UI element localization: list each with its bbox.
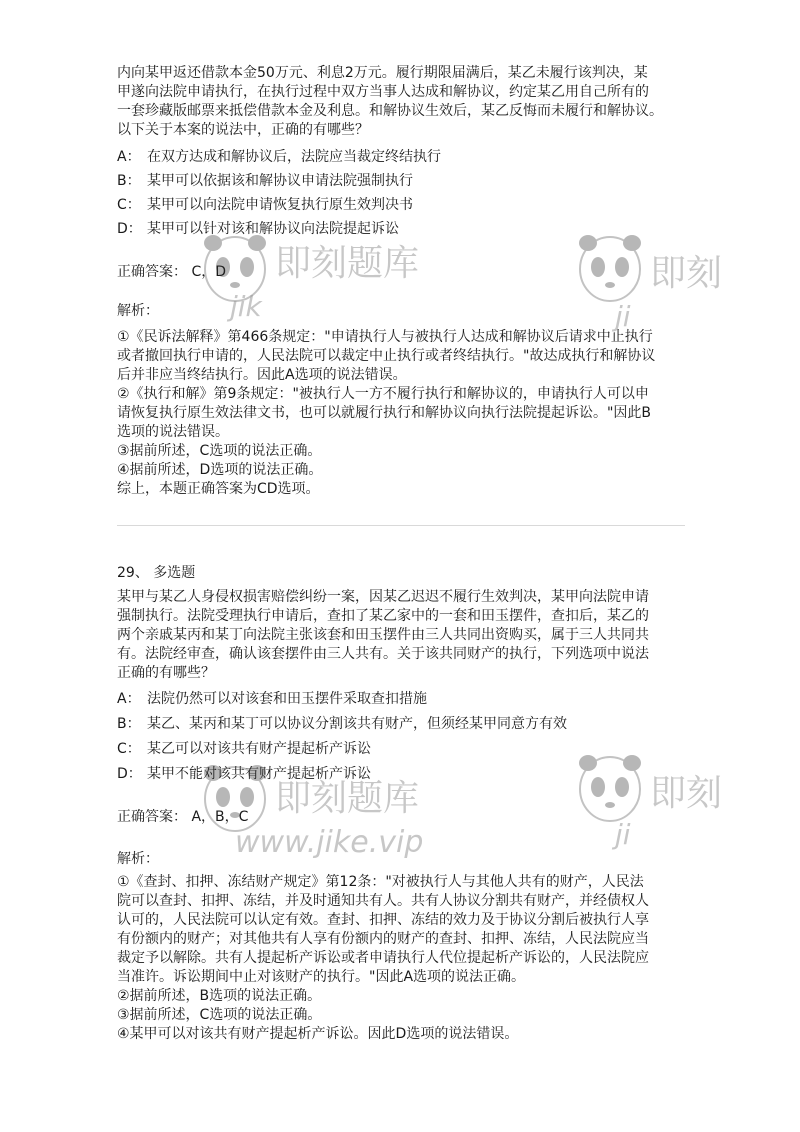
watermark-brand-partial: 即刻 xyxy=(650,773,723,814)
analysis-line: 院可以查封、扣押、冻结，并及时通知共有人。共有人协议分割共有财产，并经债权人 xyxy=(117,893,649,909)
q29-option-b xyxy=(117,715,567,734)
watermark-brand: 即刻题库 xyxy=(275,243,420,284)
analysis-line: 综上，本题正确答案为CD选项。 xyxy=(117,481,320,497)
option-letter: C： xyxy=(117,741,141,757)
q29-header: 29、 多选题 xyxy=(117,565,196,581)
analysis-line: 当准许。诉讼期间中止对该财产的执行。"因此A选项的说法正确。 xyxy=(117,969,526,985)
option-letter: B： xyxy=(117,716,141,732)
q29-option-c xyxy=(117,740,371,759)
option-letter: A： xyxy=(117,149,141,165)
q29-stem-line: 强制执行。法院受理执行申请后，查扣了某乙家中的一套和田玉摆件，查扣后，某乙的 xyxy=(117,608,649,624)
panda-watermark-icon xyxy=(575,745,645,825)
q29-option-a xyxy=(117,690,427,709)
analysis-line: ②《执行和解》第9条规定："被执行人一方不履行执行和解协议的，申请执行人可以申 xyxy=(117,386,649,402)
watermark-brand: 即刻题库 xyxy=(275,778,420,819)
question-divider xyxy=(117,525,685,526)
q29-analysis xyxy=(117,873,687,1044)
q29-stem-line: 两个亲戚某丙和某丁向法院主张该套和田玉摆件由三人共同出资购买，属于三人共同共 xyxy=(117,627,649,643)
q28-option-b xyxy=(117,172,413,191)
watermark-url-partial: ji xyxy=(615,818,631,851)
analysis-line: 请恢复执行原生效法律文书，也可以就履行执行和解协议向执行法院提起诉讼。"因此B xyxy=(117,405,652,421)
analysis-line: ④据前所述，D选项的说法正确。 xyxy=(117,462,323,478)
q29-stem-line: 正确的有哪些？ xyxy=(117,665,215,681)
q28-stem-line: 一套珍藏版邮票来抵偿借款本金及利息。和解协议生效后，某乙反悔而未履行和解协议。 xyxy=(117,103,663,119)
analysis-line: 裁定予以解除。共有人提起析产诉讼或者申请执行人代位提起析产诉讼的，人民法院应 xyxy=(117,950,649,966)
option-text: 某甲不能对该共有财产提起析产诉讼 xyxy=(147,766,371,782)
q28-analysis xyxy=(117,328,687,499)
q28-stem-line: 甲遂向法院申请执行，在执行过程中双方当事人达成和解协议，约定某乙用自己所有的 xyxy=(117,84,649,100)
q29-stem-line: 某甲与某乙人身侵权损害赔偿纠纷一案，因某乙迟迟不履行生效判决，某甲向法院申请 xyxy=(117,589,649,605)
watermark-brand-partial: 即刻 xyxy=(650,253,723,294)
option-text: 某乙、某丙和某丁可以协议分割该共有财产，但须经某甲同意方有效 xyxy=(147,716,567,732)
analysis-line: 认可的，人民法院可以认定有效。查封、扣押、冻结的效力及于协议分割后被执行人享 xyxy=(117,912,649,928)
analysis-line: ④某甲可以对该共有财产提起析产诉讼。因此D选项的说法错误。 xyxy=(117,1026,519,1042)
analysis-line: 后并非应当终结执行。因此A选项的说法错误。 xyxy=(117,367,407,383)
watermark-url-partial: ji xyxy=(615,300,631,333)
q29-option-d xyxy=(117,765,371,784)
option-text: 法院仍然可以对该套和田玉摆件采取查扣措施 xyxy=(147,691,427,707)
q28-stem-line: 内向某甲返还借款本金50万元、利息2万元。履行期限届满后，某乙未履行该判决，某 xyxy=(117,65,648,81)
q29-analysis-label: 解析： xyxy=(117,851,159,867)
option-text: 在双方达成和解协议后，法院应当裁定终结执行 xyxy=(147,149,441,165)
option-text: 某乙可以对该共有财产提起析产诉讼 xyxy=(147,741,371,757)
analysis-line: ②据前所述，B选项的说法正确。 xyxy=(117,988,322,1004)
option-letter: B： xyxy=(117,173,141,189)
option-letter: C： xyxy=(117,197,141,213)
analysis-line: ①《查封、扣押、冻结财产规定》第12条："对被执行人与其他人共有的财产，人民法 xyxy=(117,874,644,890)
option-text: 某甲可以向法院申请恢复执行原生效判决书 xyxy=(147,197,413,213)
option-text: 某甲可以依据该和解协议申请法院强制执行 xyxy=(147,173,413,189)
option-letter: D： xyxy=(117,221,142,237)
option-letter: D： xyxy=(117,766,142,782)
q28-option-d xyxy=(117,220,399,239)
analysis-line: ③据前所述，C选项的说法正确。 xyxy=(117,1007,322,1023)
panda-watermark-icon xyxy=(575,225,645,305)
watermark-url: www.jike.vip xyxy=(235,825,424,860)
q29-stem-line: 有。法院经审查，确认该套摆件由三人共有。关于该共同财产的执行，下列选项中说法 xyxy=(117,646,649,662)
q28-stem xyxy=(117,64,687,140)
q29-correct-answer: 正确答案： A，B，C xyxy=(117,809,249,825)
analysis-line: ①《民诉法解释》第466条规定："申请执行人与被执行人达成和解协议后请求中止执行 xyxy=(117,329,653,345)
watermark-url-partial: jik xyxy=(230,290,262,323)
option-letter: A： xyxy=(117,691,141,707)
q28-analysis-label: 解析： xyxy=(117,303,159,319)
q28-stem-line: 以下关于本案的说法中，正确的有哪些？ xyxy=(117,122,369,138)
analysis-line: 有份额内的财产；对其他共有人享有份额内的财产的查封、扣押、冻结，人民法院应当 xyxy=(117,931,649,947)
option-text: 某甲可以针对该和解协议向法院提起诉讼 xyxy=(147,221,399,237)
q29-stem xyxy=(117,588,687,683)
q28-option-a xyxy=(117,148,441,167)
analysis-line: ③据前所述，C选项的说法正确。 xyxy=(117,443,322,459)
analysis-line: 选项的说法错误。 xyxy=(117,424,229,440)
q28-option-c xyxy=(117,196,413,215)
q28-correct-answer: 正确答案： C，D xyxy=(117,264,227,280)
analysis-line: 或者撤回执行申请的，人民法院可以裁定中止执行或者终结执行。"故达成执行和解协议 xyxy=(117,348,656,364)
